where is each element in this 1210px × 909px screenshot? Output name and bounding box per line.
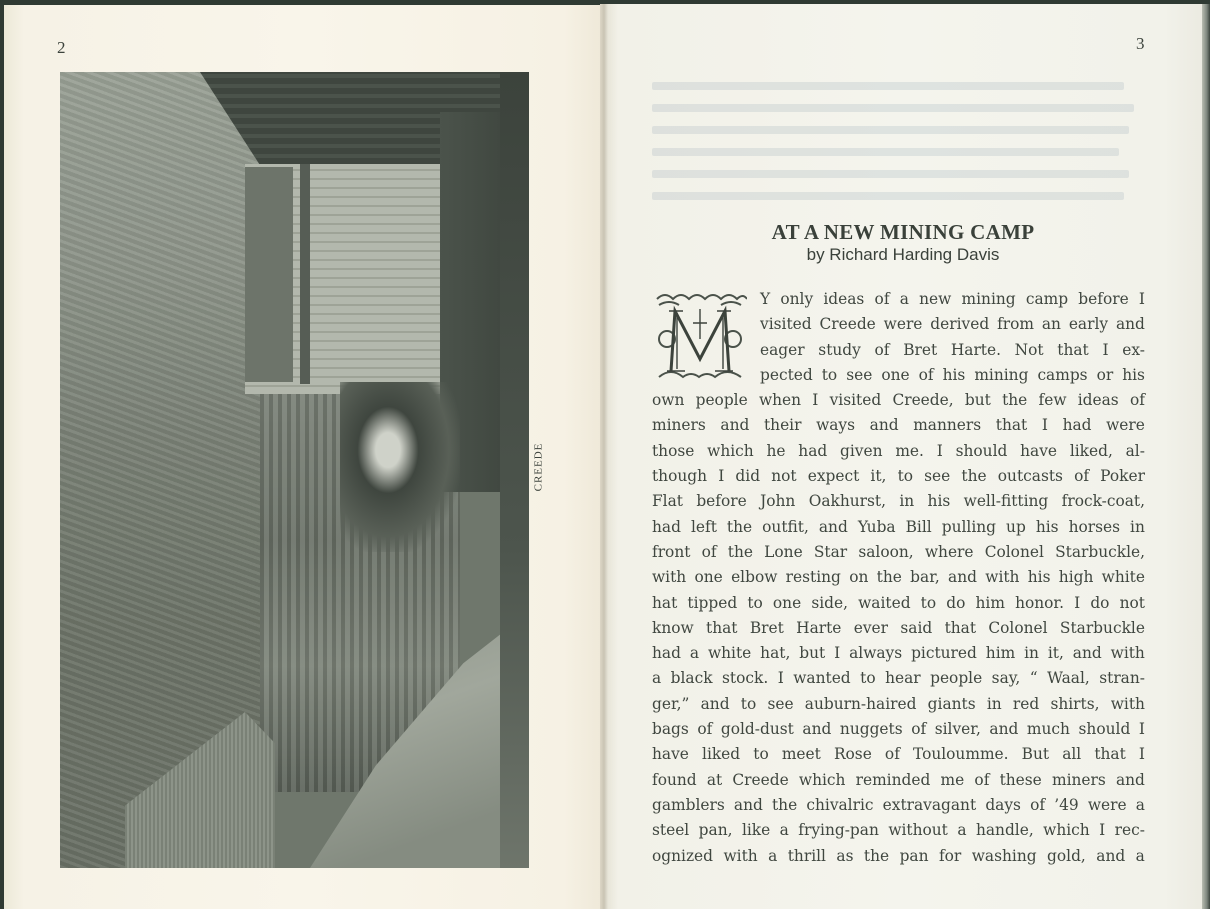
word: a bbox=[768, 846, 778, 865]
word: said bbox=[900, 618, 933, 637]
word: Waal, bbox=[1047, 669, 1090, 688]
word: washing bbox=[971, 846, 1037, 865]
word: outfit, bbox=[762, 517, 809, 536]
word: high bbox=[1058, 568, 1094, 587]
word: tipped bbox=[687, 593, 738, 612]
word: from bbox=[997, 315, 1034, 334]
word: I bbox=[1102, 340, 1109, 359]
word: do bbox=[1090, 593, 1110, 612]
word: I bbox=[1099, 821, 1106, 840]
word: to bbox=[740, 694, 757, 713]
word: that bbox=[995, 416, 1028, 435]
word: ognized bbox=[652, 846, 714, 865]
word: him bbox=[985, 644, 1016, 663]
word: have bbox=[1020, 441, 1058, 460]
word: camps bbox=[1037, 365, 1088, 384]
word: a bbox=[779, 821, 789, 840]
word: one bbox=[694, 568, 723, 587]
word: steel bbox=[652, 821, 690, 840]
word: his bbox=[1035, 517, 1059, 536]
word: had bbox=[798, 441, 828, 460]
word: and bbox=[1096, 846, 1126, 865]
text-line bbox=[652, 666, 1145, 691]
word: I bbox=[1041, 416, 1048, 435]
word: and bbox=[802, 720, 832, 739]
word: but bbox=[964, 391, 991, 410]
text-line bbox=[652, 717, 1145, 742]
word: it, bbox=[1047, 644, 1064, 663]
text-line bbox=[652, 439, 1145, 464]
word: in bbox=[986, 694, 1002, 713]
word: of bbox=[1129, 391, 1145, 410]
word: I bbox=[936, 441, 943, 460]
word: but bbox=[799, 644, 826, 663]
word: Bill bbox=[905, 517, 932, 536]
word: manners bbox=[913, 416, 982, 435]
word: wanted bbox=[793, 669, 851, 688]
word: to bbox=[753, 745, 769, 764]
word: and bbox=[1072, 644, 1102, 663]
word: rec- bbox=[1114, 821, 1145, 840]
word: a bbox=[1135, 795, 1145, 814]
word: before bbox=[696, 492, 747, 511]
word: one bbox=[772, 593, 802, 612]
word: an bbox=[1041, 315, 1061, 334]
word: honor. bbox=[1015, 593, 1064, 612]
word: these bbox=[999, 770, 1042, 789]
word: though bbox=[652, 467, 708, 486]
word: see bbox=[767, 694, 794, 713]
text-line bbox=[652, 793, 1145, 818]
word: extravagant bbox=[882, 795, 977, 814]
word: study bbox=[818, 340, 861, 359]
word: people bbox=[930, 669, 983, 688]
word: meet bbox=[781, 745, 821, 764]
word: Colonel bbox=[988, 618, 1048, 637]
word: Y bbox=[760, 290, 771, 308]
text-line bbox=[652, 844, 1145, 869]
word: horses bbox=[1068, 517, 1121, 536]
word: on bbox=[849, 568, 869, 587]
word: not bbox=[1119, 593, 1145, 612]
word: did bbox=[735, 467, 761, 486]
word: well-fitting bbox=[963, 492, 1049, 511]
word: pictured bbox=[911, 644, 977, 663]
word: of bbox=[697, 720, 713, 739]
word: much bbox=[1026, 720, 1070, 739]
word: people bbox=[695, 391, 748, 410]
word: see bbox=[846, 365, 873, 384]
word: that bbox=[1094, 745, 1126, 764]
word: when bbox=[758, 391, 802, 410]
word: had bbox=[652, 644, 681, 663]
photo-caption-text: CREEDE bbox=[532, 442, 545, 492]
word: the bbox=[961, 467, 987, 486]
article-byline: by Richard Harding Davis bbox=[806, 245, 1000, 264]
word: know bbox=[652, 618, 694, 637]
word: nuggets bbox=[839, 720, 903, 739]
text-line bbox=[652, 540, 1145, 565]
photo-post bbox=[300, 164, 310, 384]
text-line bbox=[652, 312, 1145, 337]
word: a bbox=[652, 669, 662, 688]
word: that bbox=[1057, 340, 1089, 359]
word: should bbox=[955, 441, 1008, 460]
word: I bbox=[834, 644, 841, 663]
word: to bbox=[747, 593, 763, 612]
word: his bbox=[942, 365, 966, 384]
word: with bbox=[1110, 644, 1145, 663]
word: new bbox=[919, 290, 952, 308]
word: not bbox=[771, 467, 797, 486]
word: of bbox=[701, 542, 717, 561]
word: the bbox=[772, 795, 798, 814]
word: to bbox=[821, 365, 838, 384]
word: Rose bbox=[833, 745, 872, 764]
word: black bbox=[670, 669, 713, 688]
word: at bbox=[706, 770, 723, 789]
word: had bbox=[1062, 416, 1092, 435]
word: liked bbox=[702, 745, 741, 764]
text-line bbox=[652, 768, 1145, 793]
text-line bbox=[652, 591, 1145, 616]
word: gamblers bbox=[652, 795, 725, 814]
word: expect bbox=[807, 467, 860, 486]
word: I bbox=[718, 467, 725, 486]
word: I bbox=[1074, 593, 1081, 612]
word: bags bbox=[652, 720, 689, 739]
word: But bbox=[1021, 745, 1050, 764]
word: the bbox=[863, 846, 890, 865]
word: mining bbox=[974, 365, 1029, 384]
word: early bbox=[1068, 315, 1109, 334]
text-line bbox=[652, 489, 1145, 514]
word: and bbox=[700, 694, 730, 713]
word: the bbox=[1002, 391, 1028, 410]
word: him bbox=[975, 593, 1005, 612]
word: the bbox=[727, 542, 753, 561]
word: frying-pan bbox=[798, 821, 879, 840]
creede-photograph bbox=[60, 72, 529, 868]
word: visited bbox=[829, 391, 882, 410]
photo-edge bbox=[500, 72, 529, 868]
word: “ bbox=[1029, 669, 1038, 688]
page-edge bbox=[1202, 4, 1210, 909]
word: ideas bbox=[823, 290, 865, 308]
word: Creede, bbox=[892, 391, 954, 410]
word: gold, bbox=[1047, 846, 1086, 865]
article-title: AT A NEW MINING CAMP bbox=[771, 220, 1035, 244]
word: bar, bbox=[910, 568, 940, 587]
word: of bbox=[884, 745, 900, 764]
word: do bbox=[946, 593, 966, 612]
word: he bbox=[766, 441, 786, 460]
word: Flat bbox=[652, 492, 683, 511]
word: Starbuckle, bbox=[1055, 542, 1145, 561]
word: in bbox=[1024, 644, 1039, 663]
word: Colonel bbox=[984, 542, 1044, 561]
word: saloon, bbox=[858, 542, 914, 561]
word: with bbox=[1110, 694, 1145, 713]
word: I bbox=[1138, 720, 1145, 739]
text-line bbox=[652, 287, 1145, 312]
word: were bbox=[1106, 416, 1145, 435]
word: a bbox=[899, 290, 909, 308]
word: hat bbox=[652, 593, 678, 612]
page-number-right: 3 bbox=[1136, 34, 1145, 53]
word: stock. bbox=[722, 669, 769, 688]
word: outcasts bbox=[997, 467, 1063, 486]
word: handle, bbox=[975, 821, 1034, 840]
word: Creede bbox=[732, 770, 789, 789]
text-line bbox=[652, 338, 1145, 363]
word: Bret bbox=[749, 618, 784, 637]
word: I bbox=[812, 391, 819, 410]
word: Starbuckle bbox=[1059, 618, 1145, 637]
word: and bbox=[733, 795, 763, 814]
word: I bbox=[777, 669, 784, 688]
word: hat, bbox=[760, 644, 791, 663]
word: I bbox=[1138, 290, 1145, 308]
word: one bbox=[881, 365, 910, 384]
word: with bbox=[723, 846, 758, 865]
word: and bbox=[948, 568, 977, 587]
word: miners bbox=[1051, 770, 1106, 789]
word: John bbox=[760, 492, 796, 511]
word: have bbox=[652, 745, 689, 764]
word: ger,” bbox=[652, 694, 690, 713]
text-line bbox=[652, 641, 1145, 666]
word: and bbox=[869, 416, 899, 435]
word: resting bbox=[785, 568, 841, 587]
word: I bbox=[1138, 745, 1145, 764]
word: few bbox=[1038, 391, 1067, 410]
word: the bbox=[726, 517, 753, 536]
word: front bbox=[652, 542, 691, 561]
word: in bbox=[1130, 517, 1145, 536]
word: with bbox=[985, 568, 1020, 587]
word: Harte. bbox=[950, 340, 1001, 359]
word: days bbox=[985, 795, 1021, 814]
word: only bbox=[780, 290, 814, 308]
text-line bbox=[652, 515, 1145, 540]
word: visited bbox=[760, 315, 812, 334]
word: which bbox=[707, 441, 754, 460]
word: it, bbox=[870, 467, 887, 486]
text-line bbox=[652, 818, 1145, 843]
word: left bbox=[690, 517, 717, 536]
word: like bbox=[741, 821, 771, 840]
word: pan, bbox=[698, 821, 733, 840]
word: his bbox=[1027, 568, 1051, 587]
photo-door bbox=[245, 167, 293, 382]
word: chivalric bbox=[806, 795, 874, 814]
word: that bbox=[706, 618, 738, 637]
word: and bbox=[720, 416, 750, 435]
word: his bbox=[1122, 365, 1145, 384]
word: mining bbox=[961, 290, 1016, 308]
word: their bbox=[763, 416, 802, 435]
word: that bbox=[944, 618, 977, 637]
word: of bbox=[874, 290, 890, 308]
word: Oakhurst, bbox=[808, 492, 886, 511]
text-line bbox=[652, 616, 1145, 641]
word: al- bbox=[1125, 441, 1145, 460]
word: to bbox=[860, 669, 876, 688]
text-line bbox=[652, 363, 1145, 388]
word: ’49 bbox=[1054, 795, 1079, 814]
word: hear bbox=[885, 669, 921, 688]
word: stran- bbox=[1099, 669, 1145, 688]
word: elbow bbox=[731, 568, 778, 587]
word: camp bbox=[1025, 290, 1069, 308]
word: Bret bbox=[903, 340, 938, 359]
word: eager bbox=[760, 340, 805, 359]
page-number-left: 2 bbox=[57, 38, 66, 57]
word: of bbox=[1030, 795, 1046, 814]
word: auburn-haired bbox=[804, 694, 917, 713]
word: pulling bbox=[941, 517, 997, 536]
word: to bbox=[897, 467, 914, 486]
word: a bbox=[1135, 846, 1145, 865]
word: own bbox=[652, 391, 685, 410]
word: white bbox=[1101, 568, 1145, 587]
word: should bbox=[1078, 720, 1131, 739]
word: derived bbox=[930, 315, 990, 334]
word: reminded bbox=[855, 770, 931, 789]
word: for bbox=[938, 846, 962, 865]
word: were bbox=[1087, 795, 1127, 814]
article-body bbox=[652, 287, 1145, 869]
word: given bbox=[840, 441, 883, 460]
word: and bbox=[818, 517, 848, 536]
word: pected bbox=[760, 365, 813, 384]
word: with bbox=[652, 568, 687, 587]
word: Yuba bbox=[857, 517, 896, 536]
word: which bbox=[798, 770, 846, 789]
word: found bbox=[652, 770, 697, 789]
word: thrill bbox=[787, 846, 826, 865]
word: and bbox=[1115, 315, 1145, 334]
word: Creede bbox=[819, 315, 876, 334]
word: of bbox=[974, 770, 990, 789]
word: and bbox=[989, 720, 1019, 739]
text-line bbox=[652, 464, 1145, 489]
word: silver, bbox=[934, 720, 981, 739]
word: of bbox=[1074, 467, 1090, 486]
word: a bbox=[957, 821, 967, 840]
word: frock-coat, bbox=[1061, 492, 1145, 511]
word: red bbox=[1012, 694, 1040, 713]
text-line bbox=[652, 413, 1145, 438]
word: where bbox=[924, 542, 974, 561]
word: ideas bbox=[1077, 391, 1119, 410]
word: Touloumme. bbox=[913, 745, 1009, 764]
word: before bbox=[1078, 290, 1129, 308]
text-line bbox=[652, 742, 1145, 767]
book-gutter bbox=[600, 4, 608, 909]
word: or bbox=[1096, 365, 1114, 384]
word: giants bbox=[927, 694, 976, 713]
word: and bbox=[1115, 770, 1145, 789]
word: as bbox=[836, 846, 854, 865]
text-line bbox=[652, 388, 1145, 413]
word: miners bbox=[652, 416, 706, 435]
word: up bbox=[1006, 517, 1026, 536]
word: Harte bbox=[796, 618, 842, 637]
word: which bbox=[1043, 821, 1090, 840]
word: gold-dust bbox=[720, 720, 794, 739]
photo-crowd bbox=[340, 382, 460, 552]
word: me bbox=[940, 770, 965, 789]
word: pan bbox=[899, 846, 929, 865]
word: in bbox=[899, 492, 915, 511]
word: a bbox=[689, 644, 700, 663]
word: were bbox=[883, 315, 923, 334]
word: ex- bbox=[1122, 340, 1145, 359]
word: without bbox=[888, 821, 948, 840]
word: waited bbox=[858, 593, 911, 612]
word: of bbox=[874, 340, 890, 359]
photo-caption bbox=[532, 438, 551, 498]
word: had bbox=[652, 517, 681, 536]
word: white bbox=[707, 644, 752, 663]
word: Poker bbox=[1100, 467, 1145, 486]
word: ever bbox=[853, 618, 889, 637]
word: the bbox=[876, 568, 902, 587]
word: those bbox=[652, 441, 695, 460]
show-through-text bbox=[652, 68, 1144, 238]
word: Not bbox=[1014, 340, 1044, 359]
word: of bbox=[918, 365, 934, 384]
word: say, bbox=[991, 669, 1021, 688]
word: his bbox=[927, 492, 951, 511]
text-line bbox=[652, 565, 1145, 590]
word: to bbox=[920, 593, 937, 612]
word: me. bbox=[895, 441, 924, 460]
word: Lone bbox=[764, 542, 803, 561]
word: liked, bbox=[1069, 441, 1113, 460]
word: all bbox=[1062, 745, 1082, 764]
word: ways bbox=[816, 416, 856, 435]
text-line bbox=[652, 692, 1145, 717]
word: shirts, bbox=[1050, 694, 1100, 713]
word: Star bbox=[813, 542, 848, 561]
word: of bbox=[911, 720, 927, 739]
word: see bbox=[924, 467, 951, 486]
word: side, bbox=[811, 593, 848, 612]
word: always bbox=[849, 644, 903, 663]
